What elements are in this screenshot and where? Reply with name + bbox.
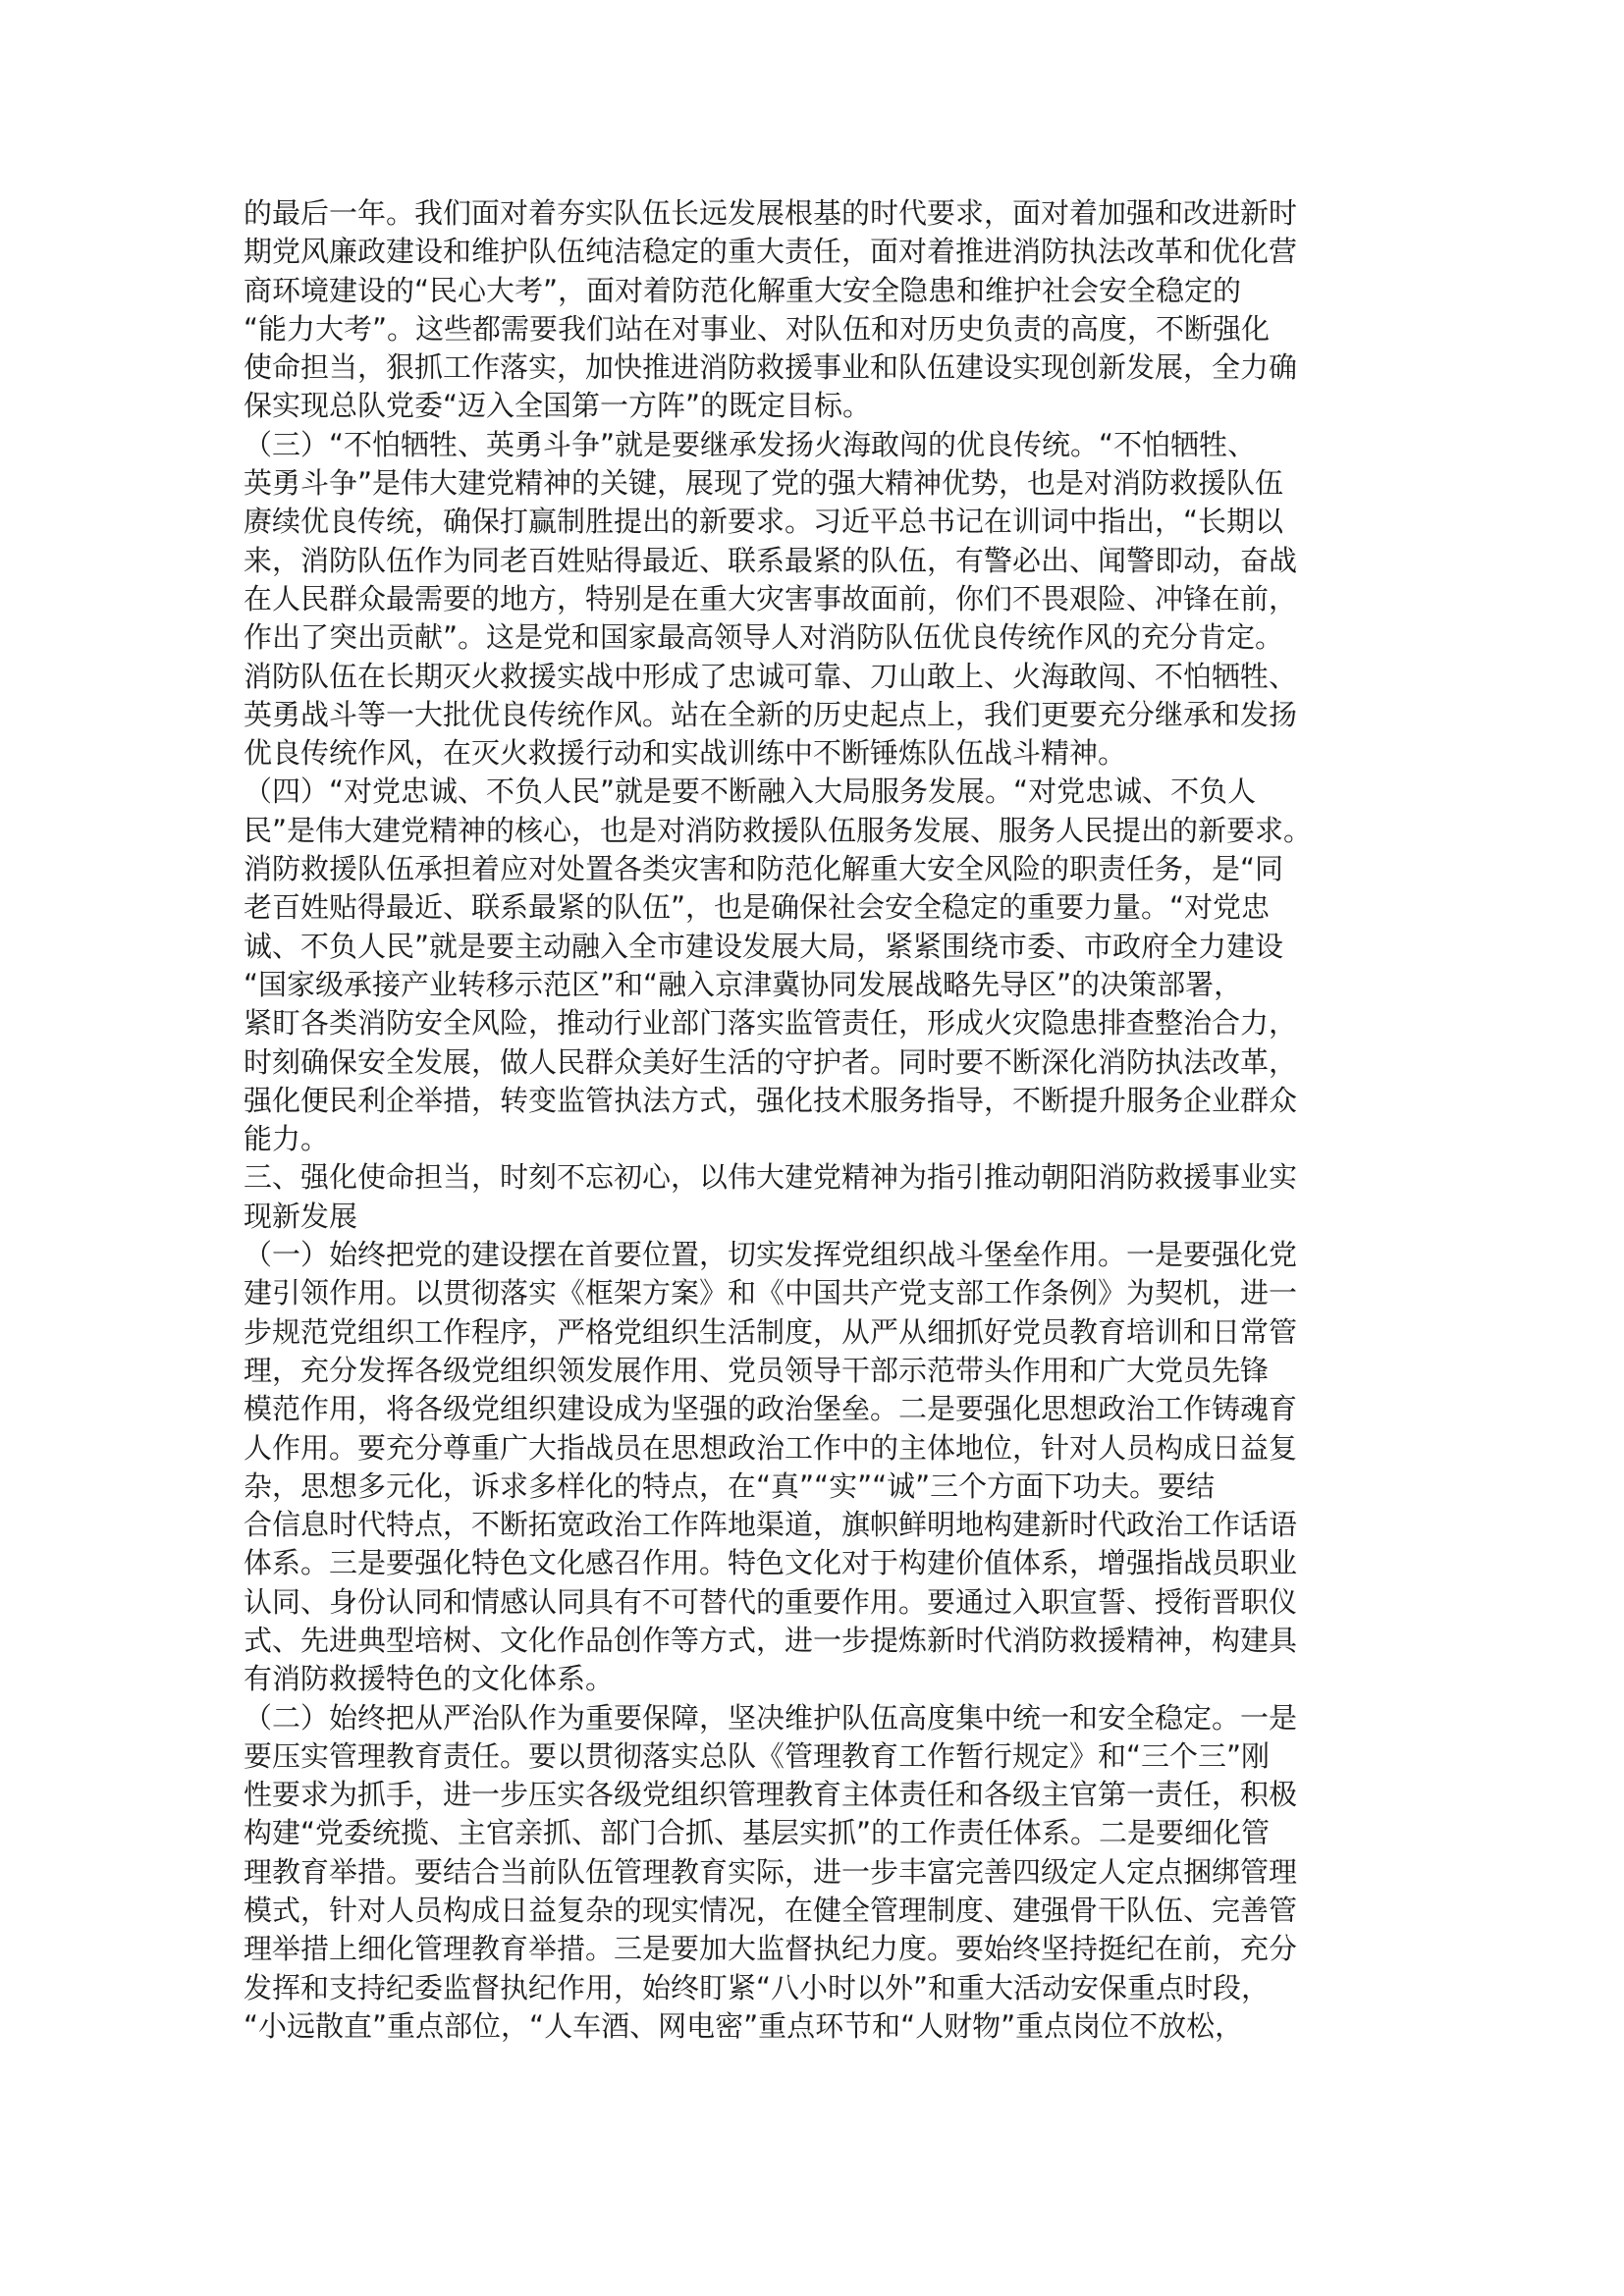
text-line: 三、强化使命担当，时刻不忘初心，以伟大建党精神为指引推动朝阳消防救援事业实 bbox=[244, 1160, 1298, 1195]
text-line: 时刻确保安全发展，做人民群众美好生活的守护者。同时要不断深化消防执法改革， bbox=[244, 1044, 1298, 1079]
text-line: “能力大考”。这些都需要我们站在对事业、对队伍和对历史负责的高度，不断强化 bbox=[244, 311, 1271, 346]
text-line: 商环境建设的“民心大考”，面对着防范化解重大安全隐患和维护社会安全稳定的 bbox=[244, 273, 1242, 307]
text-line: 式、先进典型培树、文化作品创作等方式，进一步提炼新时代消防救援精神，构建具 bbox=[244, 1623, 1298, 1657]
text-line: 构建“党委统揽、主官亲抓、部门合抓、基层实抓”的工作责任体系。二是要细化管 bbox=[244, 1816, 1271, 1850]
text-line: 英勇斗争”是伟大建党精神的关键，展现了党的强大精神优势，也是对消防救援队伍 bbox=[244, 466, 1284, 501]
text-line: 民”是伟大建党精神的核心，也是对消防救援队伍服务发展、服务人民提出的新要求。 bbox=[244, 813, 1313, 847]
text-line: 现新发展 bbox=[244, 1199, 358, 1233]
text-line: 理，充分发挥各级党组织领发展作用、党员领导干部示范带头作用和广大党员先锋 bbox=[244, 1353, 1270, 1387]
text-line: （二）始终把从严治队作为重要保障，坚决维护队伍高度集中统一和安全稳定。一是 bbox=[244, 1700, 1298, 1735]
text-line: 步规范党组织工作程序，严格党组织生活制度，从严从细抓好党员教育培训和日常管 bbox=[244, 1314, 1298, 1349]
text-line: 老百姓贴得最近、联系最紧的队伍”，也是确保社会安全稳定的重要力量。“对党忠 bbox=[244, 890, 1271, 925]
text-line: 赓续优良传统，确保打赢制胜提出的新要求。习近平总书记在训词中指出，“长期以 bbox=[244, 505, 1284, 539]
text-line: “小远散直”重点部位，“人车酒、网电密”重点环节和“人财物”重点岗位不放松， bbox=[244, 2008, 1244, 2043]
text-line: 消防救援队伍承担着应对处置各类灾害和防范化解重大安全风险的职责任务，是“同 bbox=[244, 852, 1284, 886]
text-line: 期党风廉政建设和维护队伍纯洁稳定的重大责任，面对着推进消防执法改革和优化营 bbox=[244, 235, 1298, 269]
text-line: 合信息时代特点，不断拓宽政治工作阵地渠道，旗帜鲜明地构建新时代政治工作话语 bbox=[244, 1508, 1298, 1542]
text-line: 模式，针对人员构成日益复杂的现实情况，在健全管理制度、建强骨干队伍、完善管 bbox=[244, 1894, 1298, 1928]
text-line: 建引领作用。以贯彻落实《框架方案》和《中国共产党支部工作条例》为契机，进一 bbox=[244, 1276, 1298, 1310]
text-line: 认同、身份认同和情感认同具有不可替代的重要作用。要通过入职宣誓、授衔晋职仪 bbox=[244, 1584, 1298, 1619]
document-body bbox=[244, 194, 1402, 2046]
text-line: （三）“不怕牺牲、英勇斗争”就是要继承发扬火海敢闯的优良传统。“不怕牺牲、 bbox=[244, 427, 1257, 461]
text-line: 有消防救援特色的文化体系。 bbox=[244, 1662, 615, 1696]
text-line: 模范作用，将各级党组织建设成为坚强的政治堡垒。二是要强化思想政治工作铸魂育 bbox=[244, 1392, 1298, 1426]
text-line: （四）“对党忠诚、不负人民”就是要不断融入大局服务发展。“对党忠诚、不负人 bbox=[244, 774, 1257, 809]
text-line: 诚、不负人民”就是要主动融入全市建设发展大局，紧紧围绕市委、市政府全力建设 bbox=[244, 929, 1284, 963]
text-line: 强化便民利企举措，转变监管执法方式，强化技术服务指导，不断提升服务企业群众 bbox=[244, 1083, 1298, 1117]
text-line: 消防队伍在长期灭火救援实战中形成了忠诚可靠、刀山敢上、火海敢闯、不怕牺牲、 bbox=[244, 659, 1298, 693]
text-line: 人作用。要充分尊重广大指战员在思想政治工作中的主体地位，针对人员构成日益复 bbox=[244, 1430, 1298, 1465]
text-line: 能力。 bbox=[244, 1122, 330, 1156]
text-line: 来，消防队伍作为同老百姓贴得最近、联系最紧的队伍，有警必出、闻警即动，奋战 bbox=[244, 543, 1298, 577]
text-line: 紧盯各类消防安全风险，推动行业部门落实监管责任，形成火灾隐患排查整治合力， bbox=[244, 1006, 1298, 1041]
text-line: 使命担当，狠抓工作落实，加快推进消防救援事业和队伍建设实现创新发展，全力确 bbox=[244, 350, 1298, 385]
text-line: 发挥和支持纪委监督执纪作用，始终盯紧“八小时以外”和重大活动安保重点时段， bbox=[244, 1970, 1271, 2004]
text-line: 在人民群众最需要的地方，特别是在重大灾害事故面前，你们不畏艰险、冲锋在前， bbox=[244, 581, 1298, 615]
text-line: 的最后一年。我们面对着夯实队伍长远发展根基的时代要求，面对着加强和改进新时 bbox=[244, 196, 1298, 230]
text-line: 要压实管理教育责任。要以贯彻落实总队《管理教育工作暂行规定》和“三个三”刚 bbox=[244, 1738, 1271, 1773]
text-line: （一）始终把党的建设摆在首要位置，切实发挥党组织战斗堡垒作用。一是要强化党 bbox=[244, 1238, 1298, 1272]
text-line: 体系。三是要强化特色文化感召作用。特色文化对于构建价值体系，增强指战员职业 bbox=[244, 1546, 1298, 1580]
text-line: 保实现总队党委“迈入全国第一方阵”的既定目标。 bbox=[244, 389, 872, 423]
text-line: “国家级承接产业转移示范区”和“融入京津冀协同发展战略先导区”的决策部署， bbox=[244, 967, 1243, 1001]
text-line: 优良传统作风，在灭火救援行动和实战训练中不断锤炼队伍战斗精神。 bbox=[244, 736, 1127, 771]
text-line: 性要求为抓手，进一步压实各级党组织管理教育主体责任和各级主官第一责任，积极 bbox=[244, 1778, 1298, 1812]
text-line: 理教育举措。要结合当前队伍管理教育实际，进一步丰富完善四级定人定点捆绑管理 bbox=[244, 1854, 1298, 1889]
text-line: 杂，思想多元化，诉求多样化的特点，在“真”“实”“诚”三个方面下功夫。要结 bbox=[244, 1468, 1216, 1503]
text-line: 英勇战斗等一大批优良传统作风。站在全新的历史起点上，我们更要充分继承和发扬 bbox=[244, 697, 1298, 731]
text-line: 作出了突出贡献”。这是党和国家最高领导人对消防队伍优良传统作风的充分肯定。 bbox=[244, 620, 1284, 655]
text-line: 理举措上细化管理教育举措。三是要加大监督执纪力度。要始终坚持挺纪在前，充分 bbox=[244, 1932, 1298, 1966]
